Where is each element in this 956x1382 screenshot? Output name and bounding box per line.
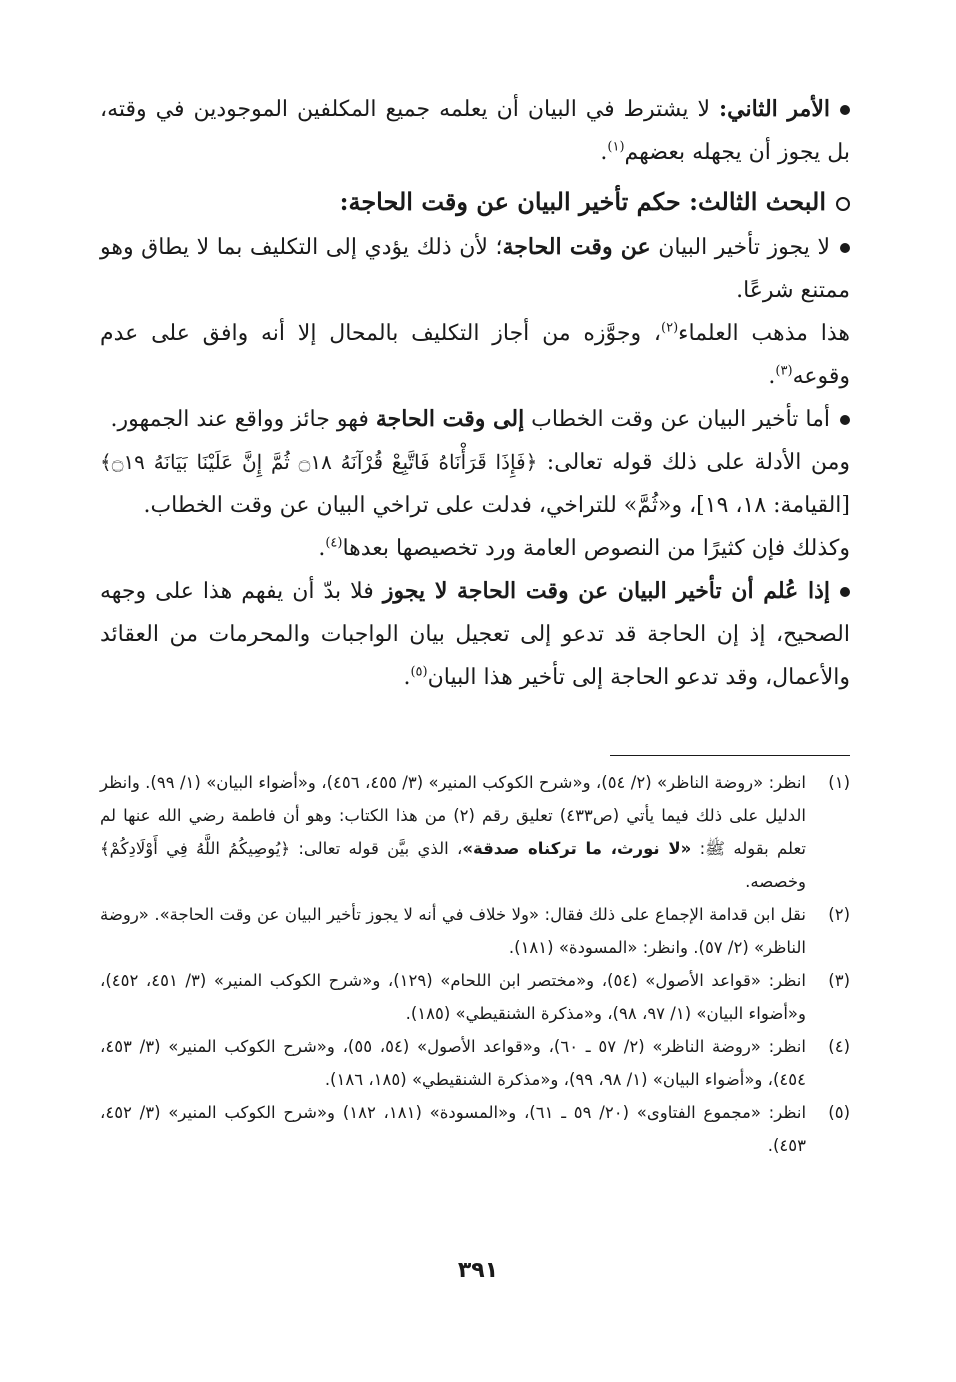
paragraph-second-matter: الأمر الثاني: لا يشترط في البيان أن يعلمه جميع المكلفين الموجودين في وقته، بل يجوز أن يجهله بعضهم$^{(١)}$. xyxy=(100,96,850,165)
paragraph-delay-allowed: أما تأخير البيان عن وقت الخطاب إلى وقت الحاجة فهو جائز وواقع عند الجمهور. xyxy=(100,398,850,441)
footnote-ref: (٥) xyxy=(410,664,428,680)
footnote-text: نقل ابن قدامة الإجماع على ذلك فقال: «ولا خلاف في أنه لا يجوز تأخير البيان عن وقت الحاجة». «روضة الناظر» (٢/ ٥٧). وانظر: «المسودة» (١٨١). xyxy=(100,905,806,957)
footnote-text: انظر: «قواعد الأصول» (٥٤)، و«مختصر ابن اللحام» (١٢٩)، و«شرح الكوكب المنير» (٣/ ٤٥١، ٤٥٢)، و«أضواء البيان» (١/ ٩٧، ٩٨)، و«مذكرة الشنقيطي» (١٨٥). xyxy=(100,971,806,1023)
footnotes xyxy=(100,766,850,1162)
footnote-text: انظر: «مجموع الفتاوى» (٢٠/ ٥٩ ـ ٦١)، و«المسودة» (١٨١، ١٨٢) و«شرح الكوكب المنير» (٣/ ٤٥٢، ٤٥٣). xyxy=(100,1103,807,1155)
page-number: ٣٩١ xyxy=(457,1258,499,1283)
footnote-ref: (٤) xyxy=(325,535,343,551)
paragraph-no-delay: لا يجوز تأخير البيان عن وقت الحاجة؛ لأن ذلك يؤدي إلى التكليف بما لا يطاق وهو ممتنع شرعًا. xyxy=(100,234,850,303)
paragraph-lead: الأمر الثاني: xyxy=(719,96,830,122)
page-body xyxy=(100,88,850,699)
footnote-ref: (٢) xyxy=(661,320,679,336)
footnote-ref: (١) xyxy=(607,139,625,155)
footnote-text: انظر: «روضة الناظر» (٢/ ٥٤)، و«شرح الكوكب المنير» (٣/ ٤٥٥، ٤٥٦)، و«أضواء البيان» (١/ ٩٩). وانظر الدليل على ذلك فيما يأتي (ص٤٣٣) تعليق رقم (٢) من هذا الكتاب: وهو أن فاطمة رضي الله عنها لم تعلم بقوله ﷺ: «لا نورث، ما تركناه صدقة»، الذي بيَّن قوله تعالى: ﴿يُوصِيكُمُ اللَّهُ فِي أَوْلَادِكُمْ﴾ وخصصه. xyxy=(100,773,807,891)
footnote-number: (٤) xyxy=(828,1037,850,1056)
paragraph-scholars: هذا مذهب العلماء$^{(٢)}$، وجوَّزه من أجاز التكليف بالمحال إلا أنه وافق على عدم وقوعه$^{(٣)}$. xyxy=(100,320,850,389)
footnote-number: (٢) xyxy=(828,905,850,924)
footnote-text: انظر: «روضة الناظر» (٢/ ٥٧ ـ ٦٠)، و«قواعد الأصول» (٥٤، ٥٥)، و«شرح الكوكب المنير» (٣/ ٤٥٣، ٤٥٤)، و«أضواء البيان» (١/ ٩٨، ٩٩)، و«مذكرة الشنقيطي» (١٨٥، ١٨٦). xyxy=(100,1037,806,1089)
bullet-icon xyxy=(840,587,850,597)
paragraph-specification: وكذلك فإن كثيرًا من النصوص العامة ورد تخصيصها بعدها$^{(٤)}$. xyxy=(318,535,850,561)
section-heading: البحث الثالث: حكم تأخير البيان عن وقت الحاجة: xyxy=(100,178,850,226)
footnote-item xyxy=(100,964,850,1030)
bullet-icon xyxy=(840,105,850,115)
footnote-number: (١) xyxy=(828,773,850,792)
footnote-item xyxy=(100,766,850,898)
footnote-number: (٣) xyxy=(828,971,850,990)
ring-icon xyxy=(836,197,850,211)
bullet-icon xyxy=(840,415,850,425)
footnote-number: (٥) xyxy=(828,1103,850,1122)
footnote-item xyxy=(100,1030,850,1096)
paragraph-evidence: ومن الأدلة على ذلك قوله تعالى: ﴿فَإِذَا قَرَأْنَاهُ فَاتَّبِعْ قُرْآنَهُ ۝١٨ ثُمَّ إِنَّ عَلَيْنَا بَيَانَهُ ۝١٩﴾ [القيامة: ١٨، ١٩]، و«ثُمَّ» للتراخي، فدلت على تراخي البيان عن وقت الخطاب. xyxy=(100,450,850,518)
footnote-divider xyxy=(610,755,850,756)
footnote-item xyxy=(100,898,850,964)
bullet-icon xyxy=(840,243,850,253)
paragraph-understanding: إذا عُلم أن تأخير البيان عن وقت الحاجة لا يجوز فلا بدّ أن يفهم هذا على وجهه الصحيح، إذ إن الحاجة قد تدعو إلى تعجيل بيان الواجبات والمحرمات من العقائد والأعمال، وقد تدعو الحاجة إلى تأخير هذا البيان$^{(٥)}$. xyxy=(100,578,850,690)
footnote-item xyxy=(100,1096,850,1162)
quran-verse: ﴿فَإِذَا قَرَأْنَاهُ فَاتَّبِعْ قُرْآنَهُ ۝١٨ ثُمَّ إِنَّ عَلَيْنَا بَيَانَهُ ۝١٩﴾ xyxy=(100,450,538,474)
footnote-ref: (٣) xyxy=(775,363,793,379)
